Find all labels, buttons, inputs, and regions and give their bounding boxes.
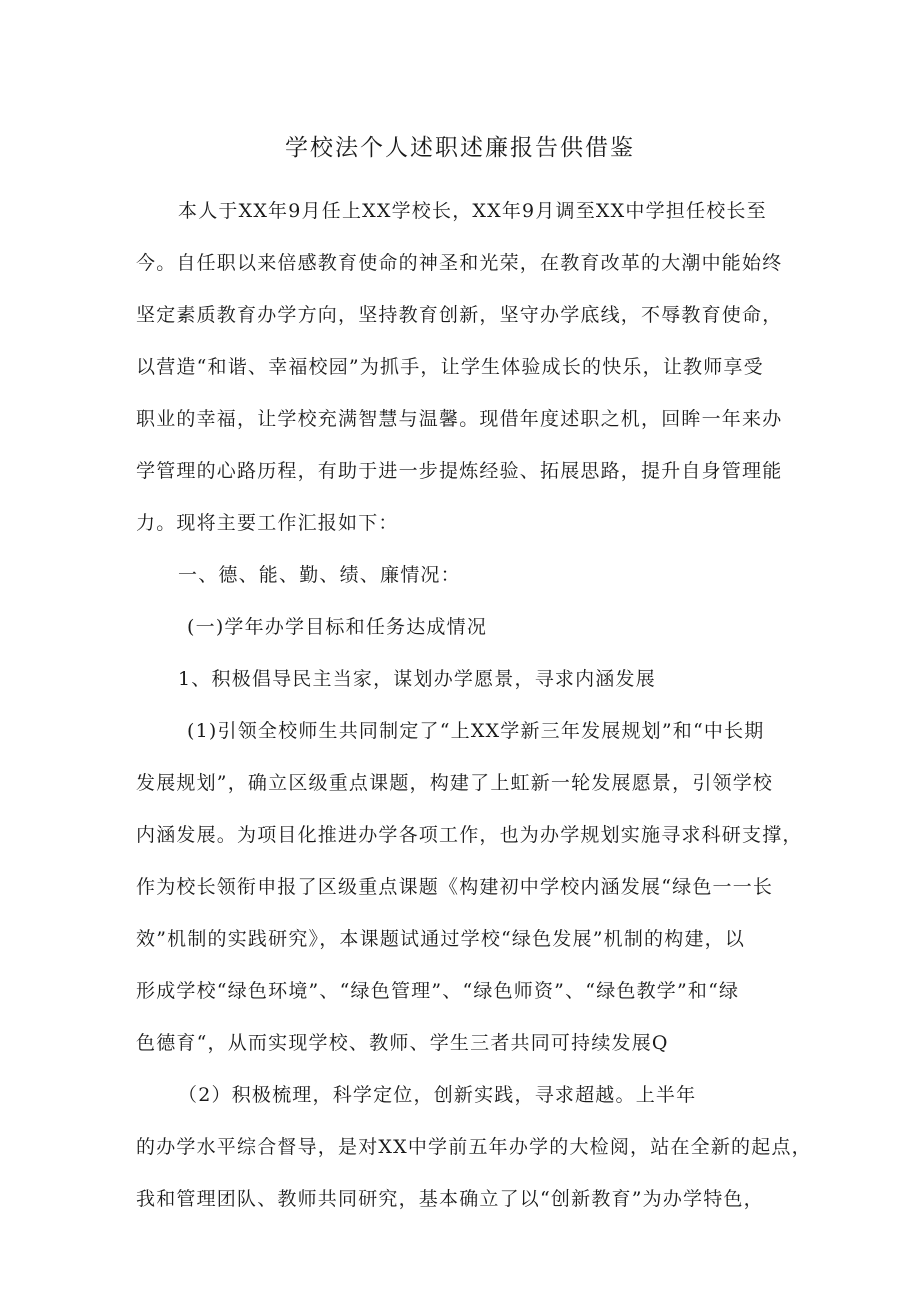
paragraph-line: 内涵发展。为项目化推进办学各项工作，也为办学规划实施寻求科研支撑， bbox=[136, 824, 803, 846]
subsection-heading: (一)学年办学目标和任务达成情况 bbox=[187, 616, 488, 638]
document-title: 学校法个人述职述廉报告供借鉴 bbox=[285, 135, 635, 161]
paragraph-line: 我和管理团队、教师共同研究，基本确立了以“创新教育”为办学特色， bbox=[136, 1188, 764, 1210]
paragraph-line: 以营造“和谐、幸福校园”为抓手，让学生体验成长的快乐，让教师享受 bbox=[136, 356, 764, 378]
paragraph-line: 本人于XX年9月任上XX学校长，XX年9月调至XX中学担任校长至 bbox=[178, 200, 767, 222]
paragraph-line: 力。现将主要工作汇报如下： bbox=[136, 512, 399, 534]
paragraph-line: 的办学水平综合督导，是对XX中学前五年办学的大检阅，站在全新的起点， bbox=[136, 1136, 812, 1158]
paragraph-line: 学管理的心路历程，有助于进一步提炼经验、拓展思路，提升自身管理能 bbox=[136, 460, 783, 482]
paragraph-line: 效”机制的实践研究》，本课题试通过学校“绿色发展”机制的构建，以 bbox=[136, 928, 746, 950]
paragraph-line: (1)引领全校师生共同制定了“上XX学新三年发展规划”和“中长期 bbox=[187, 720, 765, 742]
paragraph-line: 发展规划”，确立区级重点课题，构建了上虹新一轮发展愿景，引领学校 bbox=[136, 772, 774, 794]
paragraph-line: （2）积极梳理，科学定位，创新实践，寻求超越。上半年 bbox=[178, 1084, 697, 1106]
paragraph-line: 形成学校“绿色环境”、“绿色管理”、“绿色师资”、“绿色教学”和“绿 bbox=[136, 980, 740, 1002]
paragraph-line: 作为校长领衔申报了区级重点课题《构建初中学校内涵发展“绿色一一长 bbox=[136, 876, 774, 898]
paragraph-line: 今。自任职以来倍感教育使命的神圣和光荣，在教育改革的大潮中能始终 bbox=[136, 252, 783, 274]
paragraph-line: 坚定素质教育办学方向，坚持教育创新，坚守办学底线，不辱教育使命， bbox=[136, 304, 783, 326]
section-heading: 一、德、能、勤、绩、廉情况： bbox=[178, 564, 461, 586]
paragraph-line: 职业的幸福，让学校充满智慧与温馨。现借年度述职之机，回眸一年来办 bbox=[136, 408, 783, 430]
paragraph-line: 色德育“，从而实现学校、教师、学生三者共同可持续发展Q bbox=[136, 1032, 669, 1054]
item-heading: 1、积极倡导民主当家，谋划办学愿景，寻求内涵发展 bbox=[178, 668, 656, 690]
